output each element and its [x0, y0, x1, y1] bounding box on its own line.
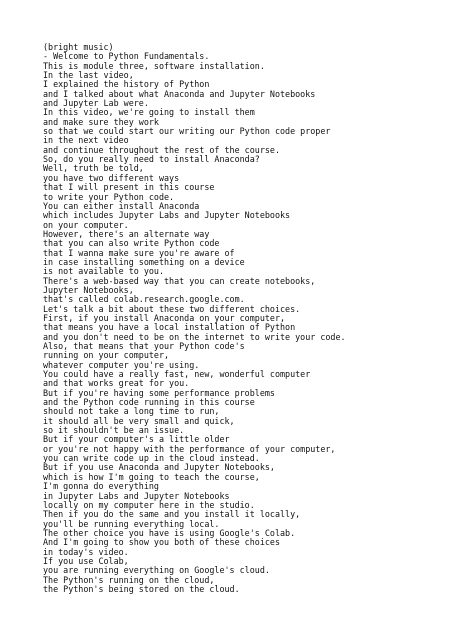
transcript-line: You could have a really fast, new, wonderful computer: [43, 369, 311, 380]
transcript-line: in today's video.: [43, 546, 129, 557]
transcript-line: in case installing something on a device: [43, 256, 245, 267]
transcript-line: to write your Python code.: [43, 191, 175, 202]
transcript-line: But if you use Anaconda and Jupyter Notebooks,: [43, 462, 275, 473]
transcript-line: Let's talk a bit about these two different choices.: [43, 303, 301, 314]
transcript-line: The Python's running on the cloud,: [43, 574, 215, 585]
transcript-line: Well, truth be told,: [43, 163, 144, 174]
transcript-line: should not take a long time to run,: [43, 406, 220, 417]
transcript-line: you'll be running everything local.: [43, 518, 220, 529]
transcript-line: - Welcome to Python Fundamentals.: [43, 51, 210, 62]
transcript-line: that I will present in this course: [43, 182, 215, 193]
transcript-line: But if your computer's a little older: [43, 434, 230, 445]
transcript-line: locally on my computer here in the studio.: [43, 499, 255, 510]
transcript-line: Then if you do the same and you install it locally,: [43, 509, 301, 520]
transcript-line: on your computer.: [43, 219, 129, 230]
transcript-line: so it shouldn't be an issue.: [43, 425, 185, 436]
transcript-line: There's a web-based way that you can create notebooks,: [43, 275, 316, 286]
transcript-line: that I wanna make sure you're aware of: [43, 247, 235, 258]
transcript-line: In the last video,: [43, 70, 134, 81]
transcript-line: is not available to you.: [43, 266, 165, 277]
transcript-line: the Python's being stored on the cloud.: [43, 583, 240, 594]
transcript-line: I'm gonna do everything: [43, 481, 159, 492]
transcript-line: which is how I'm going to teach the course,: [43, 471, 260, 482]
transcript-line: whatever computer you're using.: [43, 359, 200, 370]
transcript-line: which includes Jupyter Labs and Jupyter Notebooks: [43, 210, 291, 221]
transcript-line: or you're not happy with the performance of your computer,: [43, 443, 336, 454]
transcript-line: The other choice you have is using Google's Colab.: [43, 527, 296, 538]
transcript-line: However, there's an alternate way: [43, 228, 210, 239]
transcript-line: and the Python code running in this course: [43, 397, 255, 408]
transcript-line: it should all be very small and quick,: [43, 415, 235, 426]
transcript-line: And I'm going to show you both of these choices: [43, 537, 280, 548]
transcript-line: and that works great for you.: [43, 378, 190, 389]
transcript-line: Jupyter Notebooks,: [43, 284, 134, 295]
transcript-line: you have two different ways: [43, 172, 180, 183]
transcript-line: you can write code up in the cloud instead.: [43, 453, 260, 464]
transcript-line: and you don't need to be on the internet to write your code.: [43, 331, 346, 342]
transcript-line: In this video, we're going to install them: [43, 107, 255, 118]
transcript-line: in Jupyter Labs and Jupyter Notebooks: [43, 490, 230, 501]
transcript-line: that's called colab.research.google.com.: [43, 294, 245, 305]
transcript-line: in the next video: [43, 135, 129, 146]
transcript-page: [43, 43, 463, 594]
transcript-line: (bright music): [43, 42, 114, 52]
transcript-line: you are running everything on Google's cloud.: [43, 565, 270, 576]
transcript-line: But if you're having some performance problems: [43, 387, 275, 398]
transcript-line: and I talked about what Anaconda and Jupyter Notebooks: [43, 88, 316, 99]
transcript-line: that you can also write Python code: [43, 238, 220, 249]
transcript-line: that means you have a local installation of Python: [43, 322, 296, 333]
transcript-line: So, do you really need to install Anaconda?: [43, 154, 260, 165]
transcript-line: and continue throughout the rest of the course.: [43, 144, 280, 155]
transcript-line: so that we could start our writing our Python code proper: [43, 126, 331, 137]
transcript-line: and make sure they work: [43, 116, 159, 127]
transcript-line: First, if you install Anaconda on your computer,: [43, 312, 286, 323]
transcript-line: and Jupyter Lab were.: [43, 98, 149, 109]
transcript-line: This is module three, software installation.: [43, 60, 265, 71]
transcript-line: You can either install Anaconda: [43, 200, 200, 211]
transcript-line: If you use Colab,: [43, 555, 129, 566]
transcript-line: Also, that means that your Python code's: [43, 341, 245, 351]
transcript-line: running on your computer,: [43, 350, 170, 361]
transcript-line: I explained the history of Python: [43, 79, 210, 90]
